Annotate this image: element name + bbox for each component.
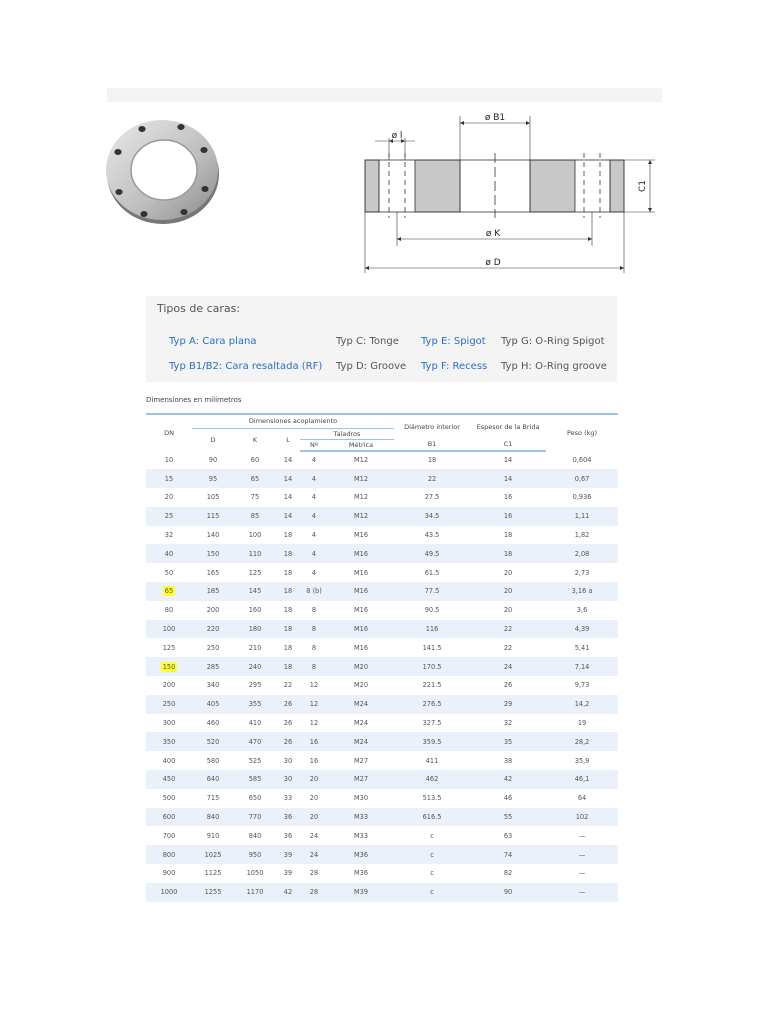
- cell-b1: 49.5: [394, 544, 470, 563]
- cell-l: 26: [276, 695, 300, 714]
- cell-dn: 125: [162, 643, 176, 652]
- cell-k: 295: [248, 681, 262, 690]
- cell-b1: 61.5: [424, 568, 440, 577]
- label-c1: C1: [638, 179, 648, 193]
- face-type-d: Typ D: Groove: [336, 361, 407, 372]
- cell-l: 18: [283, 568, 293, 577]
- cell-b1: c: [430, 869, 434, 878]
- cell-num: 4: [311, 493, 317, 502]
- cell-c1: 14: [470, 469, 546, 488]
- cell-dn: 900: [162, 869, 176, 878]
- cell-num: 12: [309, 681, 319, 690]
- cell-metric: M12: [328, 469, 394, 488]
- header-c1: C1: [470, 439, 546, 451]
- cell-k: 770: [234, 808, 276, 827]
- cell-dn: 40: [146, 544, 192, 563]
- table-row: [146, 526, 618, 545]
- label-b1: ø B1: [484, 113, 506, 123]
- cell-metric: M16: [353, 643, 369, 652]
- cell-c1: 32: [503, 719, 513, 728]
- cell-weight: 3,6: [576, 606, 588, 615]
- table-row: [146, 620, 618, 639]
- table-row: [146, 751, 618, 770]
- cell-k: 1050: [246, 869, 264, 878]
- cell-metric: M36: [353, 869, 369, 878]
- cell-b1: 22: [394, 469, 470, 488]
- cell-metric: M30: [353, 794, 369, 803]
- cell-num: 4: [300, 469, 328, 488]
- cell-num: 24: [300, 845, 328, 864]
- cell-b1: 116: [394, 620, 470, 639]
- cell-l: 18: [276, 544, 300, 563]
- cell-num: 24: [309, 831, 319, 840]
- table-row: [146, 883, 618, 902]
- cell-b1: 77.5: [394, 582, 470, 601]
- cell-d: 640: [192, 770, 234, 789]
- cell-k: 75: [250, 493, 260, 502]
- cell-dn: 1000: [146, 883, 192, 902]
- cell-c1: 55: [470, 808, 546, 827]
- cell-c1: 16: [503, 493, 513, 502]
- cell-l: 33: [283, 794, 293, 803]
- face-type-a-link[interactable]: Typ A: Cara plana: [169, 336, 257, 347]
- table-row: [146, 676, 618, 695]
- cell-weight: 19: [577, 719, 587, 728]
- cell-k: 60: [250, 455, 260, 464]
- cell-k: 240: [234, 657, 276, 676]
- cell-metric: M20: [328, 657, 394, 676]
- cell-l: 22: [283, 681, 293, 690]
- cell-weight: 28,2: [546, 732, 618, 751]
- face-type-e-link[interactable]: Typ E: Spigot: [421, 336, 486, 347]
- cell-k: 180: [234, 620, 276, 639]
- cell-l: 39: [276, 845, 300, 864]
- cell-dn: [146, 657, 192, 676]
- cell-l: 18: [283, 643, 293, 652]
- cell-dn: 600: [146, 808, 192, 827]
- cell-weight: —: [578, 831, 586, 840]
- flange-photo: [104, 112, 222, 230]
- cell-num: 4: [311, 456, 317, 465]
- face-type-h: Typ H: O-Ring groove: [501, 361, 607, 372]
- cell-c1: 29: [470, 695, 546, 714]
- cell-dn: 32: [164, 531, 174, 540]
- header-weight: Peso (kg): [566, 428, 598, 437]
- cell-l: 26: [283, 719, 293, 728]
- cell-c1: 22: [470, 620, 546, 639]
- face-type-b-link[interactable]: Typ B1/B2: Cara resaltada (RF): [169, 361, 323, 372]
- label-k: ø K: [485, 229, 501, 239]
- cell-k: 110: [234, 544, 276, 563]
- cell-dn: 200: [162, 681, 176, 690]
- table-row: [146, 657, 618, 676]
- table-row: [146, 451, 618, 470]
- cell-metric: M16: [328, 620, 394, 639]
- cell-weight: 4,39: [546, 620, 618, 639]
- cell-c1: 18: [470, 544, 546, 563]
- cell-c1: 24: [470, 657, 546, 676]
- cell-d: 460: [206, 719, 220, 728]
- cell-metric: M24: [328, 732, 394, 751]
- cell-num: 20: [300, 808, 328, 827]
- face-types-title: Tipos de caras:: [157, 302, 241, 315]
- cell-l: 14: [276, 469, 300, 488]
- cell-num: 28: [300, 883, 328, 902]
- cell-k: 100: [248, 531, 262, 540]
- cell-k: 650: [248, 794, 262, 803]
- table-row: [146, 845, 618, 864]
- header-b1: B1: [394, 439, 470, 451]
- cell-dn: 400: [162, 756, 176, 765]
- cell-k: 840: [248, 831, 262, 840]
- cell-c1: 90: [470, 883, 546, 902]
- cell-dn: 20: [164, 493, 174, 502]
- cell-l: 30: [283, 756, 293, 765]
- cell-k: 210: [248, 643, 262, 652]
- cell-weight: 64: [577, 794, 587, 803]
- cell-num: 8: [311, 606, 317, 615]
- cell-d: 910: [206, 831, 220, 840]
- cell-dn: 80: [164, 606, 174, 615]
- top-strip: [107, 88, 662, 102]
- cell-weight: —: [546, 883, 618, 902]
- cell-k: 145: [234, 582, 276, 601]
- cell-d: 165: [206, 568, 220, 577]
- cell-l: 18: [283, 606, 293, 615]
- cell-l: 42: [276, 883, 300, 902]
- header-d: D: [210, 435, 216, 444]
- table-row: [146, 770, 618, 789]
- label-l: ø l: [391, 131, 403, 141]
- cell-l: 18: [276, 620, 300, 639]
- table-row: [146, 732, 618, 751]
- cell-weight: 2,08: [546, 544, 618, 563]
- cell-b1: c: [430, 831, 434, 840]
- table-row: [146, 469, 618, 488]
- cell-dn: [146, 582, 192, 601]
- label-d: ø D: [485, 258, 501, 268]
- cell-b1: 513.5: [422, 794, 442, 803]
- cell-b1: 18: [427, 456, 437, 465]
- cell-weight: 3,16 a: [546, 582, 618, 601]
- cell-weight: 0,936: [572, 493, 592, 502]
- highlighted-dn: 65: [164, 587, 174, 596]
- cell-dn: 50: [164, 568, 174, 577]
- cell-num: 12: [300, 695, 328, 714]
- cell-c1: 26: [503, 681, 513, 690]
- cell-l: 18: [276, 582, 300, 601]
- cell-metric: M20: [353, 681, 369, 690]
- cell-d: 150: [192, 544, 234, 563]
- cell-dn: 250: [146, 695, 192, 714]
- cell-metric: M39: [328, 883, 394, 902]
- cell-weight: 0,67: [546, 469, 618, 488]
- cell-l: 30: [276, 770, 300, 789]
- cell-d: 95: [192, 469, 234, 488]
- cell-l: 18: [276, 657, 300, 676]
- cell-dn: 800: [146, 845, 192, 864]
- cell-dn: 450: [146, 770, 192, 789]
- cell-dn: 15: [146, 469, 192, 488]
- cell-c1: 42: [470, 770, 546, 789]
- cell-weight: 46,1: [546, 770, 618, 789]
- cell-d: 200: [206, 606, 220, 615]
- cell-k: 160: [248, 606, 262, 615]
- cell-num: 16: [309, 756, 319, 765]
- face-types-panel: [146, 296, 617, 382]
- cell-dn: 350: [146, 732, 192, 751]
- cell-weight: 9,73: [574, 681, 590, 690]
- table-row: [146, 714, 618, 733]
- cell-l: 14: [283, 455, 293, 464]
- cell-metric: M12: [328, 507, 394, 526]
- table-row: [146, 601, 618, 620]
- header-k: K: [252, 435, 258, 444]
- cell-d: 1125: [204, 869, 222, 878]
- table-row: [146, 582, 618, 601]
- cell-d: 285: [192, 657, 234, 676]
- cell-d: 340: [206, 681, 220, 690]
- cell-c1: 46: [503, 794, 513, 803]
- cell-c1: 38: [503, 756, 513, 765]
- cell-num: 8: [300, 657, 328, 676]
- cell-weight: —: [546, 845, 618, 864]
- cell-metric: M16: [328, 544, 394, 563]
- cell-weight: 5,41: [574, 643, 590, 652]
- table-row: [146, 695, 618, 714]
- cell-l: 14: [276, 507, 300, 526]
- cell-dn: 700: [162, 831, 176, 840]
- header-drills: Taladros: [300, 428, 394, 439]
- cell-d: 220: [192, 620, 234, 639]
- cell-b1: 141.5: [422, 643, 442, 652]
- cell-metric: M16: [353, 606, 369, 615]
- cell-weight: 35,9: [574, 756, 590, 765]
- cell-k: 355: [234, 695, 276, 714]
- cell-b1: c: [394, 845, 470, 864]
- cell-l: 18: [283, 531, 293, 540]
- cell-c1: 20: [470, 582, 546, 601]
- cell-d: 840: [192, 808, 234, 827]
- cell-metric: M12: [353, 493, 369, 502]
- table-caption: Dimensiones en milímetros: [146, 396, 242, 404]
- table-row: [146, 864, 618, 883]
- cell-dn: 500: [162, 794, 176, 803]
- cell-b1: 276.5: [394, 695, 470, 714]
- dimensions-table-wrap: [146, 413, 618, 902]
- table-row: [146, 488, 618, 507]
- cell-metric: M36: [328, 845, 394, 864]
- table-row: [146, 808, 618, 827]
- cell-d: 185: [192, 582, 234, 601]
- table-row: [146, 826, 618, 845]
- cell-c1: 22: [503, 643, 513, 652]
- table-row: [146, 789, 618, 808]
- cell-k: 410: [248, 719, 262, 728]
- cell-weight: 1,82: [574, 531, 590, 540]
- table-body: [146, 451, 618, 902]
- face-type-g: Typ G: O-Ring Spigot: [501, 336, 605, 347]
- cell-dn: 100: [146, 620, 192, 639]
- cell-c1: 18: [503, 531, 513, 540]
- cell-d: 580: [206, 756, 220, 765]
- cell-d: 1025: [192, 845, 234, 864]
- cell-d: 520: [192, 732, 234, 751]
- cell-d: 250: [206, 643, 220, 652]
- cell-num: 4: [300, 544, 328, 563]
- cell-weight: 14,2: [546, 695, 618, 714]
- cell-k: 525: [248, 756, 262, 765]
- cell-d: 405: [192, 695, 234, 714]
- cell-l: 14: [283, 493, 293, 502]
- cell-l: 26: [276, 732, 300, 751]
- cell-c1: 63: [503, 831, 513, 840]
- cell-l: 36: [283, 831, 293, 840]
- cell-b1: 90.5: [424, 606, 440, 615]
- cell-num: 20: [309, 794, 319, 803]
- cell-num: 4: [300, 507, 328, 526]
- dimensions-table: [146, 415, 618, 902]
- cell-dn: 25: [146, 507, 192, 526]
- cell-metric: M24: [328, 695, 394, 714]
- header-inner-diameter: Diámetro interior: [404, 423, 460, 431]
- cell-weight: —: [578, 869, 586, 878]
- cell-c1: 74: [470, 845, 546, 864]
- cell-k: 950: [234, 845, 276, 864]
- cell-d: 1255: [192, 883, 234, 902]
- cell-c1: 20: [503, 568, 513, 577]
- cell-weight: 2,73: [574, 568, 590, 577]
- cell-num: 8: [300, 620, 328, 639]
- header-l: L: [286, 435, 290, 444]
- cell-l: 36: [276, 808, 300, 827]
- table-row: [146, 507, 618, 526]
- cell-k: 125: [248, 568, 262, 577]
- cell-d: 105: [206, 493, 220, 502]
- cell-k: 65: [234, 469, 276, 488]
- cell-c1: 82: [503, 869, 513, 878]
- cell-c1: 35: [470, 732, 546, 751]
- cell-num: 8 (b): [300, 582, 328, 601]
- cell-metric: M24: [353, 719, 369, 728]
- highlighted-dn: 150: [162, 662, 176, 671]
- header-thickness: Espesor de la Brida: [476, 423, 540, 431]
- cell-metric: M16: [353, 568, 369, 577]
- cell-d: 90: [208, 455, 218, 464]
- cell-num: 4: [311, 531, 317, 540]
- cell-b1: 411: [425, 756, 439, 765]
- cell-num: 20: [300, 770, 328, 789]
- table-row: [146, 544, 618, 563]
- cell-metric: M16: [328, 582, 394, 601]
- cell-weight: 1,11: [546, 507, 618, 526]
- cell-d: 140: [206, 531, 220, 540]
- cell-metric: M33: [353, 831, 369, 840]
- cell-b1: 34.5: [394, 507, 470, 526]
- cell-b1: 462: [394, 770, 470, 789]
- cell-num: 12: [309, 719, 319, 728]
- cell-num: 16: [300, 732, 328, 751]
- cell-k: 585: [234, 770, 276, 789]
- cell-b1: 43.5: [424, 531, 440, 540]
- cell-k: 1170: [234, 883, 276, 902]
- table-row: [146, 563, 618, 582]
- header-num: Nº: [300, 439, 328, 451]
- cell-d: 115: [192, 507, 234, 526]
- header-coupling: Dimensiones acoplamiento: [192, 415, 394, 428]
- header-metric: Métrica: [328, 439, 394, 451]
- cell-dn: 10: [164, 455, 174, 464]
- cell-b1: 170.5: [394, 657, 470, 676]
- cell-metric: M33: [328, 808, 394, 827]
- cell-b1: 327.5: [422, 719, 442, 728]
- cell-weight: 7,14: [546, 657, 618, 676]
- cell-k: 85: [234, 507, 276, 526]
- cell-metric: M27: [353, 756, 369, 765]
- cell-c1: 20: [503, 606, 513, 615]
- cell-d: 715: [206, 794, 220, 803]
- cell-b1: 221.5: [422, 681, 442, 690]
- cell-weight: 0,604: [572, 455, 592, 464]
- cell-metric: M27: [328, 770, 394, 789]
- face-type-c: Typ C: Tonge: [336, 336, 399, 347]
- header-dn: DN: [164, 428, 174, 437]
- cell-c1: 14: [503, 456, 513, 465]
- cell-c1: 16: [470, 507, 546, 526]
- cell-num: 4: [311, 568, 317, 577]
- cell-b1: 359.5: [394, 732, 470, 751]
- cell-b1: c: [394, 883, 470, 902]
- cell-num: 28: [309, 869, 319, 878]
- table-row: [146, 638, 618, 657]
- cell-b1: 27.5: [424, 493, 440, 502]
- cell-metric: M12: [353, 456, 369, 465]
- face-type-f-link[interactable]: Typ F: Recess: [421, 361, 488, 372]
- cell-l: 39: [283, 869, 293, 878]
- flange-section-drawing: [355, 108, 655, 278]
- cell-k: 470: [234, 732, 276, 751]
- cell-b1: 616.5: [394, 808, 470, 827]
- cell-metric: M16: [353, 531, 369, 540]
- cell-weight: 102: [546, 808, 618, 827]
- cell-dn: 300: [162, 719, 176, 728]
- cell-num: 8: [311, 643, 317, 652]
